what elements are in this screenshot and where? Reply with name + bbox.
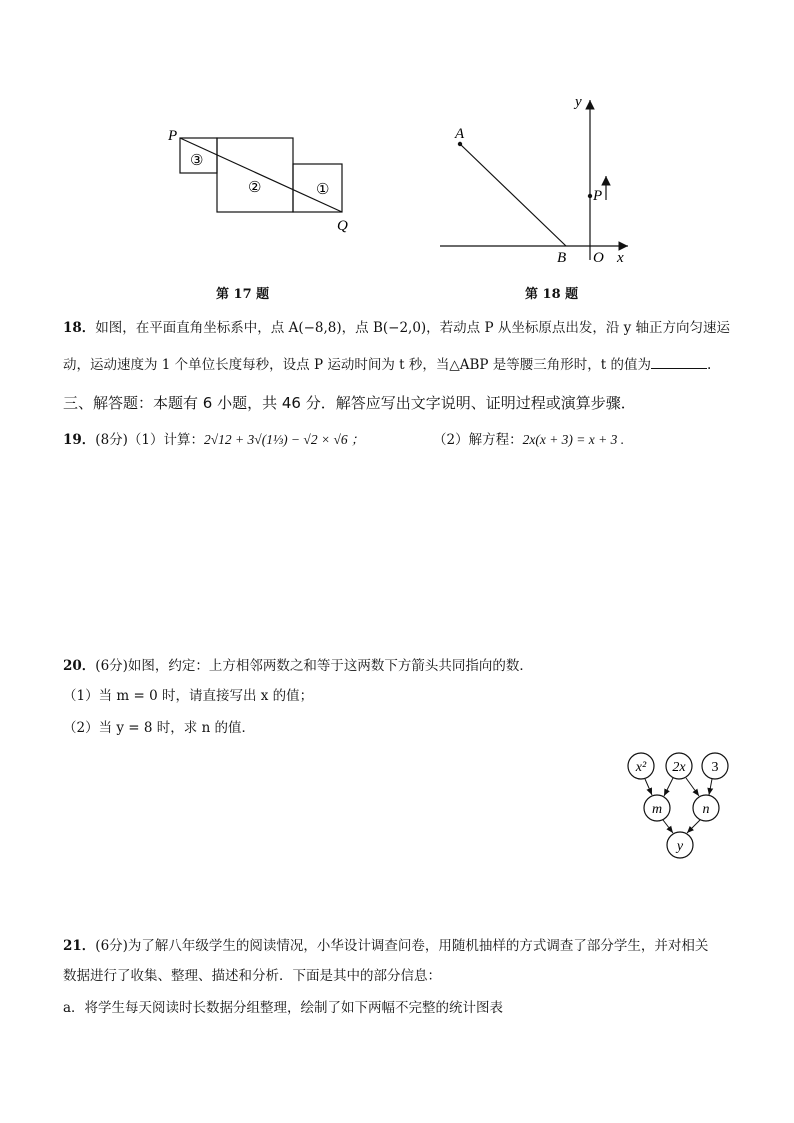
question-19-expression-1: 2√12 + 3√(1⅓) − √2 × √6 ； [204,432,365,447]
label-circle-1: ① [316,182,330,198]
question-20-text: (6分)如图，约定：上方相邻两数之和等于这两数下方箭头共同指向的数． [95,658,533,674]
question-18-end: . [707,357,712,373]
question-18-line1 [63,318,730,338]
label-y: y [575,94,582,110]
label-o: O [593,250,604,266]
node-c-label: 3 [711,760,719,775]
question-18-text-1: 如图，在平面直角坐标系中，点 A(−8,8)，点 B(−2,0)，若动点 P 从坐标原点出发，沿 y 轴正方向匀速运 [95,320,731,336]
node-n-label: n [702,802,710,817]
label-a: A [455,126,465,142]
question-19 [63,430,364,450]
answer-blank[interactable] [651,354,707,369]
figure-18 [430,90,640,270]
arrow-c-n [709,779,712,795]
question-18-text-2: 动，运动速度为 1 个单位长度每秒，设点 P 运动时间为 t 秒，当△ABP 是等腰三角形时，t 的值为 [63,357,651,373]
question-19-part2-wrap [433,430,624,450]
question-21-line2: 数据进行了收集、整理、描述和分析．下面是其中的部分信息： [63,968,441,984]
point-a [458,142,462,146]
arrow-b-n [686,778,699,796]
label-circle-2: ② [248,180,262,196]
label-x: x [617,250,624,266]
segment-pq [180,138,342,212]
caption-18: 第 18 题 [525,287,579,302]
question-20 [63,656,533,676]
point-p [588,194,592,198]
question-18-number: 18． [63,320,96,336]
square-2 [217,138,293,212]
section-3-header: 三、解答题：本题有 6 小题，共 46 分．解答应写出文字说明、证明过程或演算步骤． [63,394,636,412]
question-21-text-1: (6分)为了解八年级学生的阅读情况，小华设计调查问卷，用随机抽样的方式调查了部分学生，并对相关 [95,938,709,954]
node-a-label: x² [635,760,647,775]
figure-17 [160,120,360,240]
question-18-line2 [63,354,711,375]
question-19-part2: （2）解方程： [433,432,523,448]
question-20-sub2: （2）当 y = 8 时，求 n 的值． [63,720,256,736]
node-b-label: 2x [672,760,686,775]
caption-17: 第 17 题 [216,287,270,302]
question-19-expression-2: 2x(x + 3) = x + 3 . [522,432,625,447]
label-b: B [557,250,567,266]
question-20-sub1: （1）当 m = 0 时，请直接写出 x 的值； [63,688,314,704]
label-q: Q [337,218,348,234]
arrow-a-m [645,779,652,795]
question-19-number: 19． [63,432,96,448]
question-21-line1 [63,936,708,956]
question-21-line3: a．将学生每天阅读时长数据分组整理，绘制了如下两幅不完整的统计图表 [63,1000,504,1016]
node-y-label: y [676,839,684,854]
label-p: P [168,128,178,144]
label-p: P [593,188,603,204]
node-m-label: m [651,802,663,817]
sum-tree-diagram [620,745,740,865]
arrow-b-m [664,778,673,796]
question-21-number: 21． [63,938,96,954]
arrow-n-y [687,820,700,833]
arrow-m-y [663,820,673,833]
label-circle-3: ③ [190,153,204,169]
question-19-part1: (8分)（1）计算： [95,432,205,448]
question-20-number: 20． [63,658,96,674]
segment-ab [460,144,566,246]
